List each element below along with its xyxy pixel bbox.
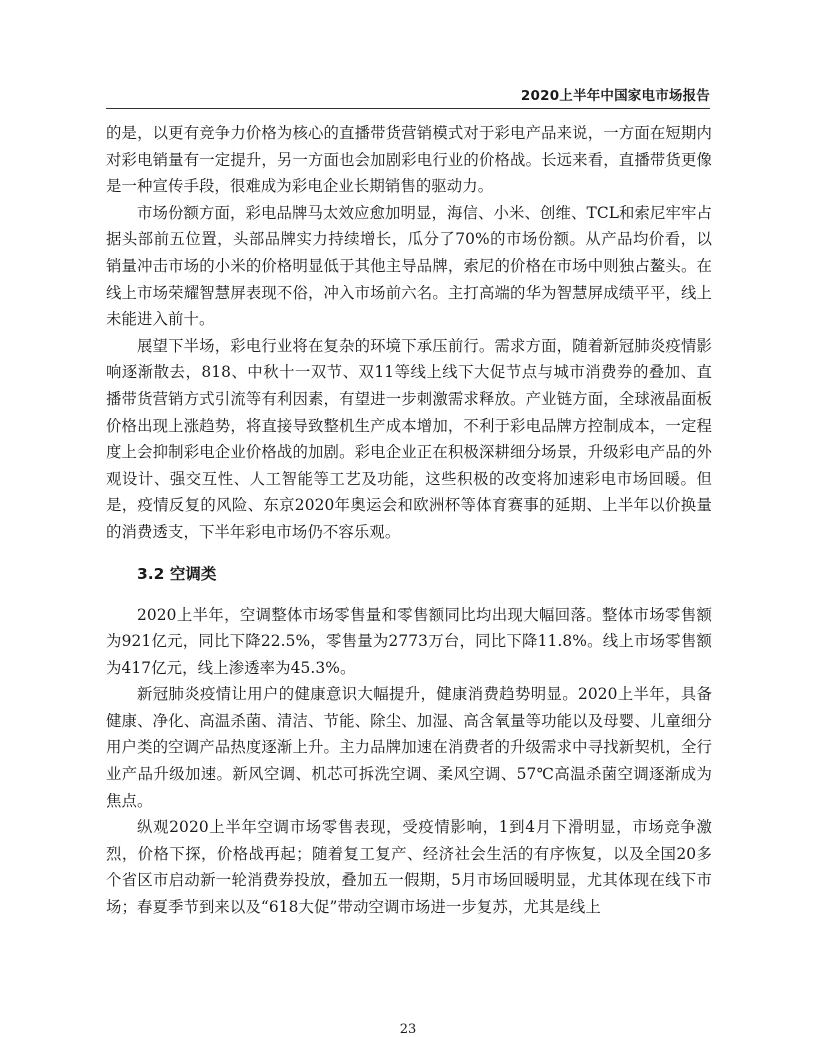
- paragraph-tv-market-share: 市场份额方面，彩电品牌马太效应愈加明显，海信、小米、创维、TCL和索尼牢牢占据头部前五位置，头部品牌实力持续增长，瓜分了70%的市场份额。从产品均价看，以销量冲击市场的小米的价格明显低于其他主导品牌，索尼的价格在市场中则独占鳌头。在线上市场荣耀智慧屏表现不俗，冲入市场前六名。主打高端的华为智慧屏成绩平平，线上未能进入前十。: [106, 203, 712, 329]
- page-number: 23: [399, 1022, 417, 1037]
- header-divider: [106, 108, 710, 109]
- paragraph-ac-health-trend: 新冠肺炎疫情让用户的健康意识大幅提升，健康消费趋势明显。2020上半年，具备健康、净化、高温杀菌、清洁、节能、除尘、加湿、高含氧量等功能以及母婴、儿童细分用户类的空调产品热度逐渐上升。主力品牌加速在消费者的升级需求中寻找新契机，全行业产品升级加速。新风空调、机芯可拆洗空调、柔风空调、57℃高温杀菌空调逐渐成为焦点。: [106, 685, 712, 810]
- paragraph-ac-retail-review: 纵观2020上半年空调市场零售表现，受疫情影响，1到4月下滑明显，市场竞争激烈，价格下探，价格战再起；随着复工复产、经济社会生活的有序恢复，以及全国20多个省区市启动新一轮消费券投放，叠加五一假期，5月市场回暖明显，尤其体现在线下市场；春夏季节到来以及“618大促”带动空调市场进一步复苏，尤其是线上: [106, 818, 712, 917]
- running-header-title: 2020上半年中国家电市场报告: [520, 88, 710, 104]
- paragraph-tv-outlook: 展望下半场，彩电行业将在复杂的环境下承压前行。需求方面，随着新冠肺炎疫情影响逐渐散去，818、中秋十一双节、双11等线上线下大促节点与城市消费券的叠加、直播带货营销方式引流等有利因素，有望进一步刺激需求释放。产业链方面，全球液晶面板价格出现上涨趋势，将直接导致整机生产成本增加，不利于彩电品牌方控制成本，一定程度上会抑制彩电企业价格战的加剧。彩电企业正在积极深耕细分场景，升级彩电产品的外观设计、强交互性、人工智能等工艺及功能，这些积极的改变将加速彩电市场回暖。但是，疫情反复的风险、东京2020年奥运会和欧洲杯等体育赛事的延期、上半年以价换量的消费透支，下半年彩电市场仍不容乐观。: [106, 336, 712, 541]
- paragraph-tv-livestream: 的是，以更有竞争力价格为核心的直播带货营销模式对于彩电产品来说，一方面在短期内对彩电销量有一定提升，另一方面也会加剧彩电行业的价格战。长远来看，直播带货更像是一种宣传手段，很难成为彩电企业长期销售的驱动力。: [106, 124, 712, 196]
- paragraph-ac-overview: 2020上半年，空调整体市场零售量和零售额同比均出现大幅回落。整体市场零售额为921亿元，同比下降22.5%，零售量为2773万台，同比下降11.8%。线上市场零售额为417亿元，线上渗透率为45.3%。: [106, 605, 712, 677]
- section-heading-air-conditioners: 3.2 空调类: [137, 564, 217, 583]
- page-body: [106, 120, 712, 921]
